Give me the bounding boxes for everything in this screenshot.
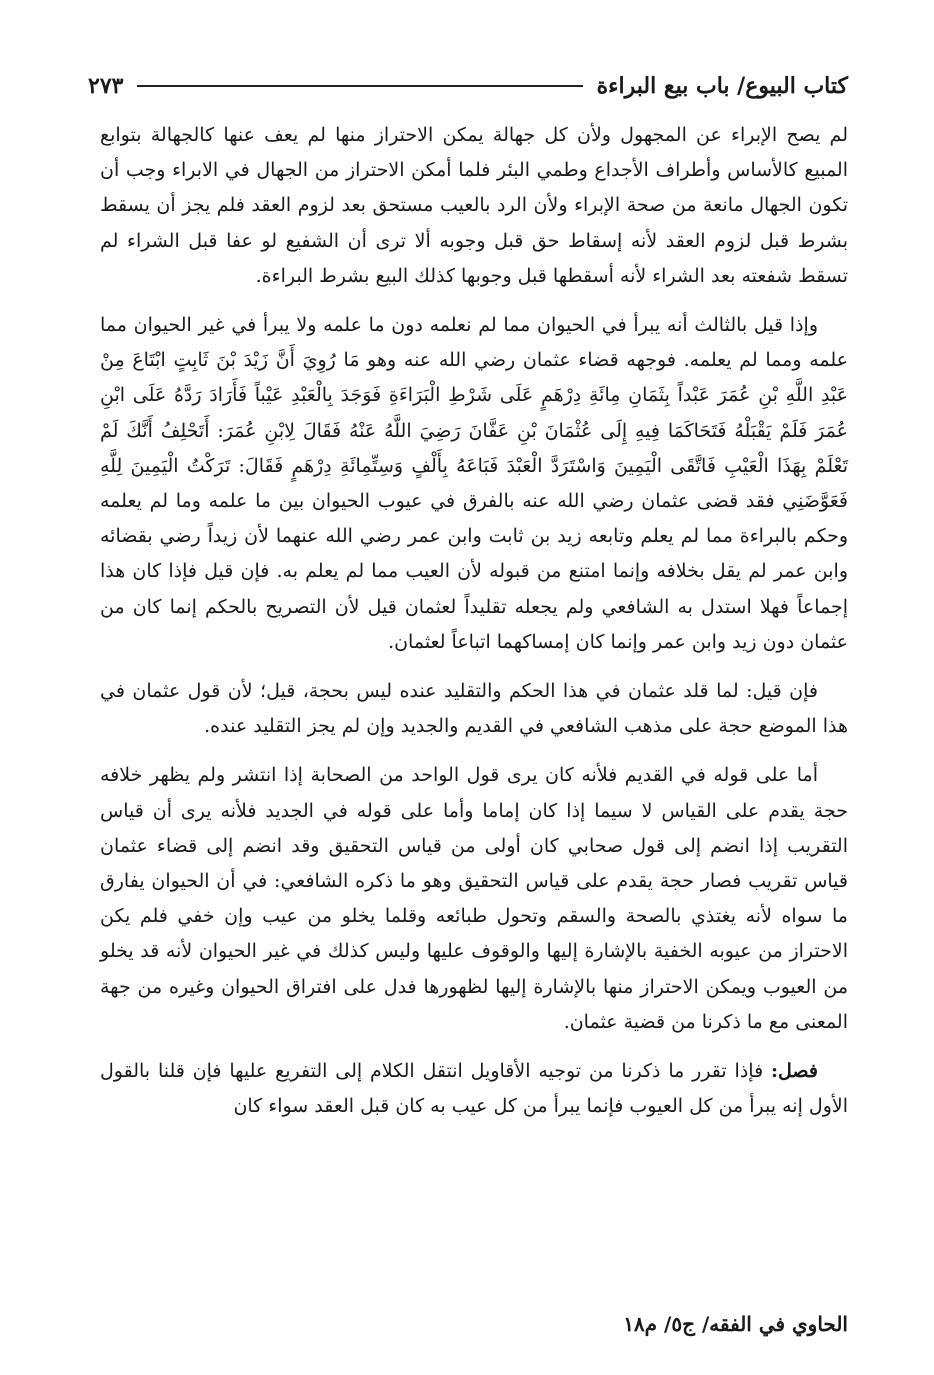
page-footer: الحاوي في الفقه/ ج٥/ م١٨ [623, 1312, 848, 1336]
header-rule [137, 85, 582, 87]
page-body [100, 118, 848, 1138]
section-text: فإذا تقرر ما ذكرنا من توجيه الأقاويل انتقل الكلام إلى التفريع عليها فإن قلنا بالقول الأول إنه يبرأ من كل العيوب فإنما يبرأ من كل عيب به كان قبل العقد سواء كان [100, 1060, 848, 1118]
paragraph: لم يصح الإبراء عن المجهول ولأن كل جهالة يمكن الاحتراز منها لم يعف عنها كالجهالة بتوابع المبيع كالأساس وأطراف الأجداع وطمي البئر فلما أمكن الاحتراز من الجهال في الابراء وجب أن تكون الجهال مانعة من صحة الإبراء ولأن الرد بالعيب مستحق بعد لزوم العقد فلم يجز أن يسقط بشرط قبل لزوم العقد لأنه إسقاط حق قبل وجوبه ألا ترى أن الشفيع لو عفا قبل الشراء لم تسقط شفعته بعد الشراء لأنه أسقطها قبل وجوبها كذلك البيع بشرط البراءة. [100, 124, 848, 287]
section-lead: فصل: [771, 1060, 818, 1083]
page-number: ٢٧٣ [88, 73, 124, 99]
section-paragraph [100, 1054, 848, 1124]
chapter-title: كتاب البيوع/ باب بيع البراءة [596, 73, 848, 99]
running-header [88, 66, 848, 106]
paragraph: فإن قيل: لما قلد عثمان في هذا الحكم والتقليد عنده ليس بحجة، قيل؛ لأن قول عثمان في هذا الموضع حجة على مذهب الشافعي في القديم والجديد وإن لم يجز التقليد عنده. [100, 680, 848, 738]
paragraph: أما على قوله في القديم فلأنه كان يرى قول الواحد من الصحابة إذا انتشر ولم يظهر خلافه حجة يقدم على القياس لا سيما إذا كان إماما وأما على قوله في الجديد فلأنه يرى أن قياس التقريب إذا انضم إلى قول صحابي كان أولى من قياس التحقيق وقد انضم إلى قضاء عثمان قياس تقريب فصار حجة يقدم على قياس التحقيق وهو ما ذكره الشافعي: في أن الحيوان يفارق ما سواه لأنه يغتذي بالصحة والسقم وتحول طبائعه وقلما يخلو من عيب وإن خفي فلم يكن الاحتراز من عيوبه الخفية بالإشارة إليها والوقوف عليها وليس كذلك في غير الحيوان لأنه قد يخلو من العيوب ويمكن الاحتراز منها بالإشارة إليها لظهورها فدل على افتراق الحيوان وغيره من جهة المعنى مع ما ذكرنا من قضية عثمان. [100, 764, 848, 1033]
paragraph: وإذا قيل بالثالث أنه يبرأ في الحيوان مما لم نعلمه دون ما علمه ولا يبرأ في غير الحيوان مما علمه ومما لم يعلمه. فوجهه قضاء عثمان رضي الله عنه وهو مَا رُوِيَ أَنَّ زَيْدَ بْنَ ثَابِتٍ ابْتَاعَ مِنْ عَبْدِ اللَّهِ بْنِ عُمَرَ عَبْداً بِثَمَانِ مِائَةِ دِرْهَمٍ عَلَى شَرْطِ الْبَرَاءَةِ فَوَجَدَ بِالْعَبْدِ عَيْباً فَأَرَادَ رَدَّهُ عَلَى ابْنِ عُمَرَ فَلَمْ يَقْبَلْهُ فَتَحَاكَمَا فِيهِ إِلَى عُثْمَانَ بْنِ عَفَّانَ رَضِيَ اللَّهُ عَنْهُ فَقَالَ لِابْنِ عُمَرَ: أَتَحْلِفُ أَنَّكَ لَمْ تَعْلَمْ بِهَذَا الْعَيْبِ فَاتَّقَى الْيَمِينَ وَاسْتَرَدَّ الْعَبْدَ فَبَاعَهُ بِأَلْفٍ وَسِتِّمِائَةِ دِرْهَمٍ فَقَالَ: تَرَكْتُ الْيَمِينَ لِلَّهِ فَعَوَّضَنِي فقد قضى عثمان رضي الله عنه بالفرق في عيوب الحيوان بين ما علمه وما لم يعلمه وحكم بالبراءة مما لم يعلم وتابعه زيد بن ثابت وابن عمر رضي الله عنهما لأن زيداً رضي بقضائه وابن عمر لم يقل بخلافه وإنما امتنع من قبوله لأن العيب مما لم يعلم به. فإن قيل فإذا كان هذا إجماعاً فهلا استدل به الشافعي ولم يجعله تقليداً لعثمان قيل لأن التصريح بالحكم إنما كان من عثمان دون زيد وابن عمر وإنما كان إمساكهما اتباعاً لعثمان. [100, 314, 848, 653]
